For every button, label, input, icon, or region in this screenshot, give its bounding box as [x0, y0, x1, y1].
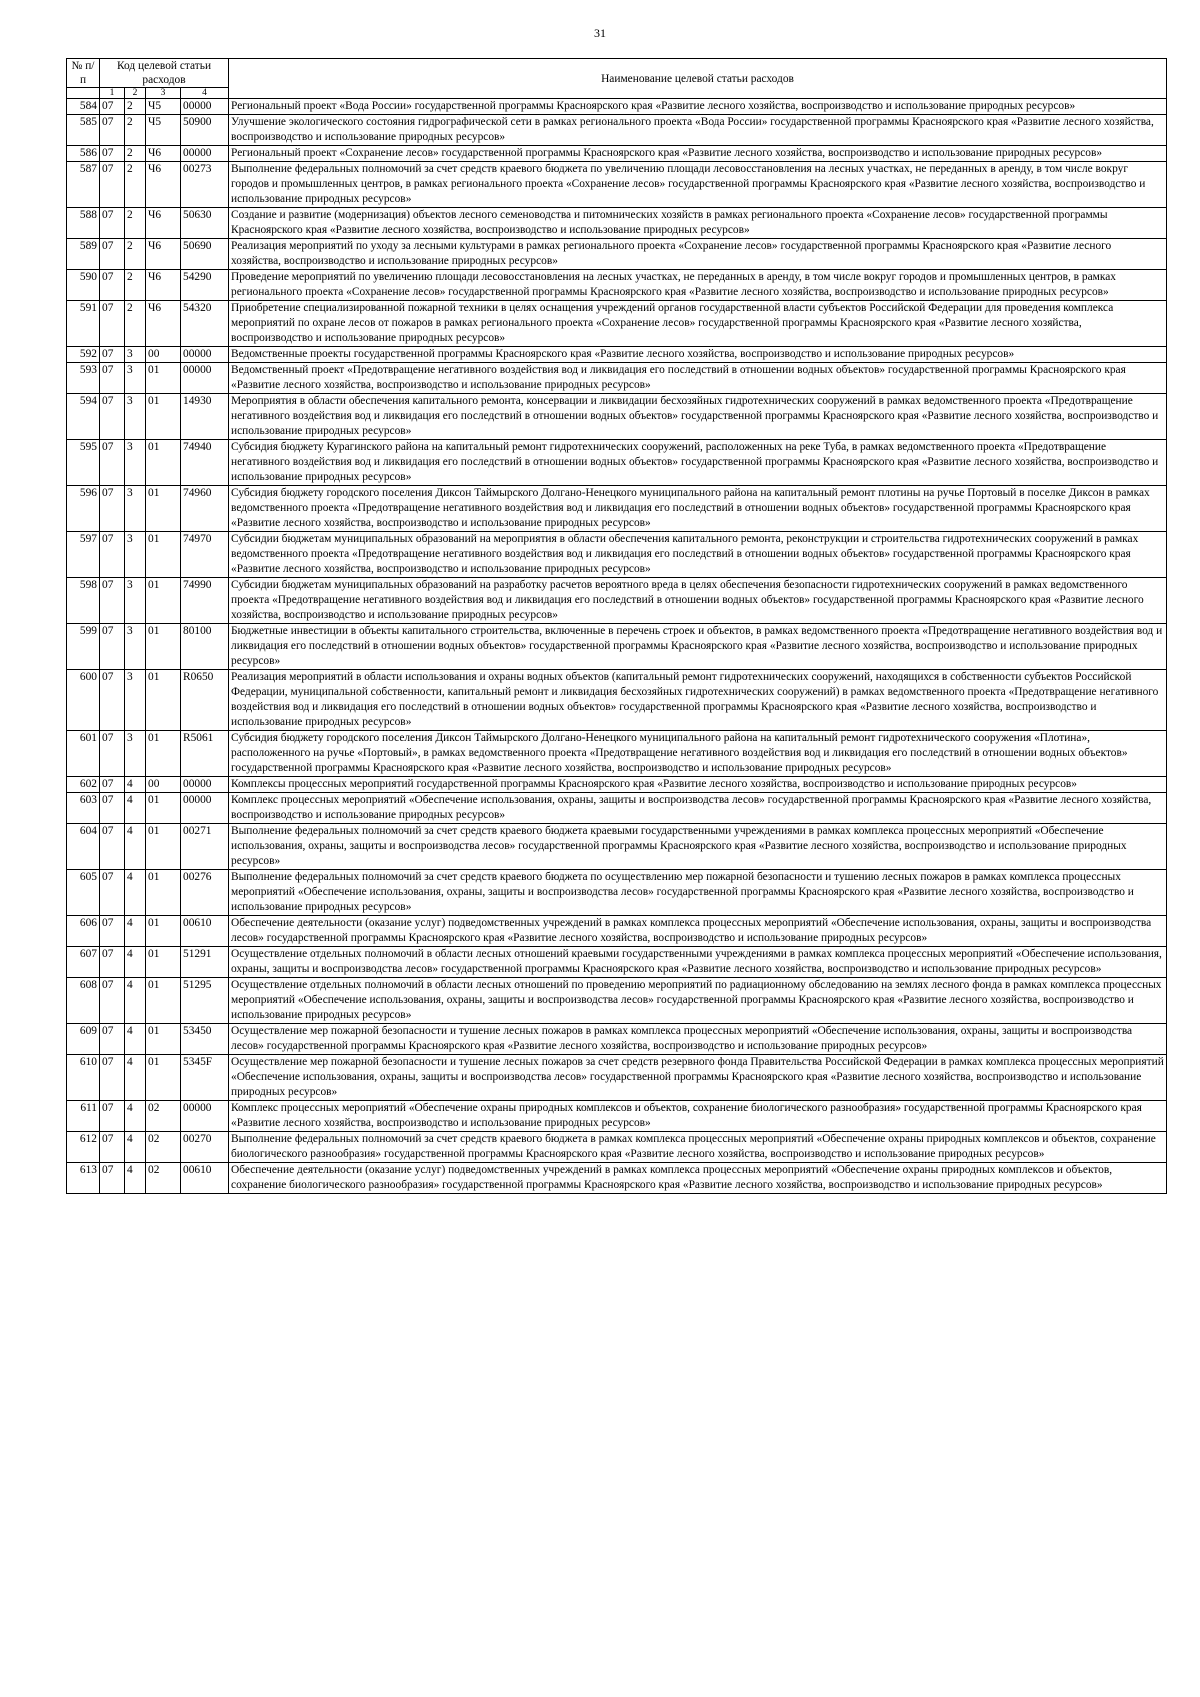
code-part-1: 07 [100, 532, 125, 578]
code-part-2: 3 [125, 347, 146, 363]
table-row [67, 363, 1167, 394]
table-row [67, 870, 1167, 916]
expenditure-name: Комплекс процессных мероприятий «Обеспечение охраны природных комплексов и объектов, сохранение биологического разнообразия» государственной программы Красноярского края «Развитие лесного хозяйства, воспроизводство и использование природных ресурсов» [229, 1101, 1167, 1132]
table-row [67, 947, 1167, 978]
row-number: 598 [67, 578, 100, 624]
code-part-3: 01 [146, 824, 181, 870]
expenditure-name: Реализация мероприятий по уходу за лесными культурами в рамках регионального проекта «Сохранение лесов» государственной программы Красноярского края «Развитие лесного хозяйства, воспроизводство и использование природных ресурсов» [229, 239, 1167, 270]
row-number: 588 [67, 208, 100, 239]
expenditure-name: Комплекс процессных мероприятий «Обеспечение использования, охраны, защиты и воспроизводства лесов» государственной программы Красноярского края «Развитие лесного хозяйства, воспроизводство и использование природных ресурсов» [229, 793, 1167, 824]
expenditure-name: Приобретение специализированной пожарной техники в целях оснащения учреждений органов государственной власти субъектов Российской Федерации для проведения комплекса мероприятий по охране лесов от пожаров в рамках регионального проекта «Сохранение лесов» государственной программы Красноярского края «Развитие лесного хозяйства, воспроизводство и использование природных ресурсов» [229, 301, 1167, 347]
expenditure-name: Выполнение федеральных полномочий за счет средств краевого бюджета по осуществлению мер пожарной безопасности и тушению лесных пожаров в рамках комплекса процессных мероприятий «Обеспечение использования, охраны, защиты и воспроизводства лесов» государственной программы Красноярского края «Развитие лесного хозяйства, воспроизводство и использование природных ресурсов» [229, 870, 1167, 916]
expenditure-name: Обеспечение деятельности (оказание услуг) подведомственных учреждений в рамках комплекса процессных мероприятий «Обеспечение использования, охраны, защиты и воспроизводства лесов» государственной программы Красноярского края «Развитие лесного хозяйства, воспроизводство и использование природных ресурсов» [229, 916, 1167, 947]
expenditure-name: Выполнение федеральных полномочий за счет средств краевого бюджета по увеличению площади лесовосстановления на лесных участках, не переданных в аренду, в том числе вокруг городов и промышленных центров, в рамках регионального проекта «Сохранение лесов» государственной программы Красноярского края «Развитие лесного хозяйства, воспроизводство и использование природных ресурсов» [229, 162, 1167, 208]
code-part-2: 4 [125, 1132, 146, 1163]
expenditure-name: Комплексы процессных мероприятий государственной программы Красноярского края «Развитие лесного хозяйства, воспроизводство и использование природных ресурсов» [229, 777, 1167, 793]
code-part-1: 07 [100, 347, 125, 363]
code-part-2: 4 [125, 1101, 146, 1132]
code-part-1: 07 [100, 363, 125, 394]
code-part-3: 01 [146, 532, 181, 578]
table-body [67, 99, 1167, 1194]
code-part-3: 01 [146, 363, 181, 394]
expenditure-name: Осуществление мер пожарной безопасности и тушение лесных пожаров в рамках комплекса процессных мероприятий «Обеспечение использования, охраны, защиты и воспроизводства лесов» государственной программы Красноярского края «Развитие лесного хозяйства, воспроизводство и использование природных ресурсов» [229, 1024, 1167, 1055]
code-part-4: 74960 [181, 486, 229, 532]
header-index-2: 2 [125, 88, 146, 99]
code-part-2: 3 [125, 532, 146, 578]
code-part-2: 2 [125, 162, 146, 208]
code-part-4: 00000 [181, 347, 229, 363]
expenditure-name: Проведение мероприятий по увеличению площади лесовосстановления на лесных участках, не переданных в аренду, в том числе вокруг городов и промышленных центров, в рамках регионального проекта «Сохранение лесов» государственной программы Красноярского края «Развитие лесного хозяйства, воспроизводство и использование природных ресурсов» [229, 270, 1167, 301]
code-part-4: 00000 [181, 793, 229, 824]
expenditure-name: Субсидии бюджетам муниципальных образований на мероприятия в области обеспечения капитального ремонта, реконструкции и строительства гидротехнических сооружений в рамках ведомственного проекта «Предотвращение негативного воздействия вод и ликвидация его последствий в отношении водных объектов» государственной программы Красноярского края «Развитие лесного хозяйства, воспроизводство и использование природных ресурсов» [229, 532, 1167, 578]
row-number: 609 [67, 1024, 100, 1055]
expenditure-name: Осуществление мер пожарной безопасности и тушение лесных пожаров за счет средств резервного фонда Правительства Российской Федерации в рамках комплекса процессных мероприятий «Обеспечение использования, охраны, защиты и воспроизводства лесов» государственной программы Красноярского края «Развитие лесного хозяйства, воспроизводство и использование природных ресурсов» [229, 1055, 1167, 1101]
code-part-3: 00 [146, 347, 181, 363]
code-part-1: 07 [100, 624, 125, 670]
code-part-3: Ч6 [146, 270, 181, 301]
code-part-3: Ч5 [146, 99, 181, 115]
row-number: 587 [67, 162, 100, 208]
code-part-1: 07 [100, 870, 125, 916]
row-number: 605 [67, 870, 100, 916]
code-part-3: 01 [146, 578, 181, 624]
row-number: 586 [67, 146, 100, 162]
expenditure-name: Обеспечение деятельности (оказание услуг) подведомственных учреждений в рамках комплекса процессных мероприятий «Обеспечение охраны природных комплексов и объектов, сохранение биологического разнообразия» государственной программы Красноярского края «Развитие лесного хозяйства, воспроизводство и использование природных ресурсов» [229, 1163, 1167, 1194]
row-number: 612 [67, 1132, 100, 1163]
code-part-3: 01 [146, 978, 181, 1024]
code-part-4: 50630 [181, 208, 229, 239]
code-part-1: 07 [100, 578, 125, 624]
table-row [67, 1101, 1167, 1132]
code-part-4: 74940 [181, 440, 229, 486]
code-part-4: 54290 [181, 270, 229, 301]
code-part-1: 07 [100, 793, 125, 824]
row-number: 592 [67, 347, 100, 363]
code-part-1: 07 [100, 440, 125, 486]
code-part-2: 4 [125, 947, 146, 978]
table-row [67, 162, 1167, 208]
code-part-3: 01 [146, 731, 181, 777]
row-number: 584 [67, 99, 100, 115]
code-part-2: 3 [125, 486, 146, 532]
target-expenditure-table [66, 58, 1167, 1194]
code-part-3: 00 [146, 777, 181, 793]
table-row [67, 115, 1167, 146]
code-part-2: 4 [125, 870, 146, 916]
row-number: 589 [67, 239, 100, 270]
table-row [67, 624, 1167, 670]
code-part-2: 3 [125, 394, 146, 440]
code-part-4: 00270 [181, 1132, 229, 1163]
code-part-2: 2 [125, 239, 146, 270]
row-number: 593 [67, 363, 100, 394]
table-row [67, 301, 1167, 347]
code-part-4: 00610 [181, 1163, 229, 1194]
code-part-3: 01 [146, 670, 181, 731]
code-part-3: 01 [146, 394, 181, 440]
row-number: 600 [67, 670, 100, 731]
code-part-1: 07 [100, 146, 125, 162]
code-part-3: Ч5 [146, 115, 181, 146]
code-part-2: 4 [125, 1163, 146, 1194]
code-part-3: 02 [146, 1101, 181, 1132]
row-number: 596 [67, 486, 100, 532]
code-part-4: 74970 [181, 532, 229, 578]
code-part-1: 07 [100, 301, 125, 347]
expenditure-name: Субсидия бюджету городского поселения Диксон Таймырского Долгано-Ненецкого муниципального района на капитальный ремонт плотины на ручье Портовый в поселке Диксон в рамках ведомственного проекта «Предотвращение негативного воздействия вод и ликвидация его последствий в отношении водных объектов» государственной программы Красноярского края «Развитие лесного хозяйства, воспроизводство и использование природных ресурсов» [229, 486, 1167, 532]
code-part-3: 01 [146, 870, 181, 916]
code-part-1: 07 [100, 777, 125, 793]
table-row [67, 1163, 1167, 1194]
expenditure-name: Субсидия бюджету городского поселения Диксон Таймырского Долгано-Ненецкого муниципального района на капитальный ремонт гидротехнического сооружения «Плотина», расположенного на ручье «Портовый», в рамках ведомственного проекта «Предотвращение негативного воздействия вод и ликвидация его последствий в отношении водных объектов» государственной программы Красноярского края «Развитие лесного хозяйства, воспроизводство и использование природных ресурсов» [229, 731, 1167, 777]
code-part-2: 4 [125, 793, 146, 824]
table-row [67, 824, 1167, 870]
code-part-3: Ч6 [146, 208, 181, 239]
code-part-1: 07 [100, 239, 125, 270]
row-number: 610 [67, 1055, 100, 1101]
expenditure-name: Выполнение федеральных полномочий за счет средств краевого бюджета краевыми государственными учреждениями в рамках комплекса процессных мероприятий «Обеспечение использования, охраны, защиты и воспроизводства лесов» государственной программы Красноярского края «Развитие лесного хозяйства, воспроизводство и использование природных ресурсов» [229, 824, 1167, 870]
code-part-4: 50690 [181, 239, 229, 270]
table-row [67, 532, 1167, 578]
table-row [67, 208, 1167, 239]
header-name: Наименование целевой статьи расходов [229, 59, 1167, 99]
code-part-4: 00273 [181, 162, 229, 208]
code-part-1: 07 [100, 270, 125, 301]
row-number: 604 [67, 824, 100, 870]
code-part-2: 3 [125, 363, 146, 394]
expenditure-name: Региональный проект «Сохранение лесов» государственной программы Красноярского края «Развитие лесного хозяйства, воспроизводство и использование природных ресурсов» [229, 146, 1167, 162]
code-part-3: 02 [146, 1163, 181, 1194]
code-part-4: 00271 [181, 824, 229, 870]
code-part-1: 07 [100, 99, 125, 115]
code-part-4: 00276 [181, 870, 229, 916]
code-part-2: 3 [125, 624, 146, 670]
table-row [67, 270, 1167, 301]
code-part-2: 2 [125, 146, 146, 162]
code-part-1: 07 [100, 1101, 125, 1132]
code-part-1: 07 [100, 731, 125, 777]
code-part-2: 4 [125, 824, 146, 870]
expenditure-name: Мероприятия в области обеспечения капитального ремонта, консервации и ликвидации бесхозяйных гидротехнических сооружений в рамках ведомственного проекта «Предотвращение негативного воздействия вод и ликвидация его последствий в отношении водных объектов» государственной программы Красноярского края «Развитие лесного хозяйства, воспроизводство и использование природных ресурсов» [229, 394, 1167, 440]
code-part-1: 07 [100, 1055, 125, 1101]
code-part-2: 3 [125, 670, 146, 731]
row-number: 607 [67, 947, 100, 978]
row-number: 590 [67, 270, 100, 301]
code-part-1: 07 [100, 824, 125, 870]
table-row [67, 670, 1167, 731]
row-number: 599 [67, 624, 100, 670]
table-row [67, 978, 1167, 1024]
row-number: 611 [67, 1101, 100, 1132]
code-part-3: Ч6 [146, 162, 181, 208]
row-number: 594 [67, 394, 100, 440]
code-part-3: Ч6 [146, 301, 181, 347]
code-part-1: 07 [100, 1024, 125, 1055]
row-number: 606 [67, 916, 100, 947]
table-row [67, 793, 1167, 824]
code-part-2: 2 [125, 301, 146, 347]
code-part-4: R0650 [181, 670, 229, 731]
table-row [67, 1132, 1167, 1163]
table-row [67, 777, 1167, 793]
code-part-4: 51291 [181, 947, 229, 978]
code-part-1: 07 [100, 162, 125, 208]
expenditure-name: Выполнение федеральных полномочий за счет средств краевого бюджета в рамках комплекса процессных мероприятий «Обеспечение охраны природных комплексов и объектов, сохранение биологического разнообразия» государственной программы Красноярского края «Развитие лесного хозяйства, воспроизводство и использование природных ресурсов» [229, 1132, 1167, 1163]
table-row [67, 916, 1167, 947]
code-part-3: Ч6 [146, 239, 181, 270]
code-part-2: 2 [125, 99, 146, 115]
table-row [67, 440, 1167, 486]
code-part-4: 50900 [181, 115, 229, 146]
code-part-3: 02 [146, 1132, 181, 1163]
code-part-1: 07 [100, 1163, 125, 1194]
code-part-4: 74990 [181, 578, 229, 624]
code-part-2: 2 [125, 270, 146, 301]
code-part-2: 2 [125, 208, 146, 239]
row-number: 601 [67, 731, 100, 777]
row-number: 608 [67, 978, 100, 1024]
code-part-3: 01 [146, 440, 181, 486]
expenditure-name: Региональный проект «Вода России» государственной программы Красноярского края «Развитие лесного хозяйства, воспроизводство и использование природных ресурсов» [229, 99, 1167, 115]
table-row [67, 394, 1167, 440]
code-part-2: 3 [125, 731, 146, 777]
table-row [67, 486, 1167, 532]
code-part-4: 00000 [181, 99, 229, 115]
code-part-3: Ч6 [146, 146, 181, 162]
table-row [67, 731, 1167, 777]
code-part-2: 4 [125, 777, 146, 793]
code-part-1: 07 [100, 486, 125, 532]
code-part-4: 5345F [181, 1055, 229, 1101]
expenditure-name: Улучшение экологического состояния гидрографической сети в рамках регионального проекта «Вода России» государственной программы Красноярского края «Развитие лесного хозяйства, воспроизводство и использование природных ресурсов» [229, 115, 1167, 146]
code-part-4: 54320 [181, 301, 229, 347]
table-row [67, 239, 1167, 270]
code-part-1: 07 [100, 394, 125, 440]
expenditure-name: Осуществление отдельных полномочий в области лесных отношений по проведению мероприятий по радиационному обследованию на землях лесного фонда в рамках комплекса процессных мероприятий «Обеспечение использования, охраны, защиты и воспроизводства лесов» государственной программы Красноярского края «Развитие лесного хозяйства, воспроизводство и использование природных ресурсов» [229, 978, 1167, 1024]
row-number: 603 [67, 793, 100, 824]
header-index-3: 3 [146, 88, 181, 99]
code-part-3: 01 [146, 947, 181, 978]
header-number: № п/п [67, 59, 100, 88]
code-part-2: 4 [125, 978, 146, 1024]
code-part-1: 07 [100, 916, 125, 947]
code-part-3: 01 [146, 486, 181, 532]
code-part-2: 3 [125, 578, 146, 624]
table-row [67, 347, 1167, 363]
expenditure-name: Субсидии бюджетам муниципальных образований на разработку расчетов вероятного вреда в целях обеспечения безопасности гидротехнических сооружений в рамках ведомственного проекта «Предотвращение негативного воздействия вод и ликвидация его последствий в отношении водных объектов» государственной программы Красноярского края «Развитие лесного хозяйства, воспроизводство и использование природных ресурсов» [229, 578, 1167, 624]
page-number: 31 [594, 26, 606, 40]
expenditure-name: Создание и развитие (модернизация) объектов лесного семеноводства и питомнических хозяйств в рамках регионального проекта «Сохранение лесов» государственной программы Красноярского края «Развитие лесного хозяйства, воспроизводство и использование природных ресурсов» [229, 208, 1167, 239]
code-part-1: 07 [100, 208, 125, 239]
code-part-4: 00000 [181, 363, 229, 394]
row-number: 602 [67, 777, 100, 793]
code-part-1: 07 [100, 115, 125, 146]
code-part-4: 14930 [181, 394, 229, 440]
row-number: 597 [67, 532, 100, 578]
code-part-2: 4 [125, 916, 146, 947]
code-part-2: 2 [125, 115, 146, 146]
code-part-1: 07 [100, 978, 125, 1024]
code-part-1: 07 [100, 1132, 125, 1163]
code-part-4: 00000 [181, 1101, 229, 1132]
header-index-1: 1 [100, 88, 125, 99]
header-empty-cell [67, 88, 100, 99]
code-part-3: 01 [146, 1024, 181, 1055]
table-row [67, 99, 1167, 115]
code-part-4: 00000 [181, 146, 229, 162]
code-part-3: 01 [146, 793, 181, 824]
row-number: 595 [67, 440, 100, 486]
code-part-2: 3 [125, 440, 146, 486]
code-part-2: 4 [125, 1055, 146, 1101]
row-number: 591 [67, 301, 100, 347]
code-part-4: R5061 [181, 731, 229, 777]
expenditure-name: Ведомственный проект «Предотвращение негативного воздействия вод и ликвидация его последствий в отношении водных объектов» государственной программы Красноярского края «Развитие лесного хозяйства, воспроизводство и использование природных ресурсов» [229, 363, 1167, 394]
code-part-3: 01 [146, 624, 181, 670]
expenditure-name: Бюджетные инвестиции в объекты капитального строительства, включенные в перечень строек и объектов, в рамках ведомственного проекта «Предотвращение негативного воздействия вод и ликвидация его последствий в отношении водных объектов» государственной программы Красноярского края «Развитие лесного хозяйства, воспроизводство и использование природных ресурсов» [229, 624, 1167, 670]
table-row [67, 1055, 1167, 1101]
table-row [67, 578, 1167, 624]
code-part-3: 01 [146, 916, 181, 947]
row-number: 613 [67, 1163, 100, 1194]
code-part-4: 80100 [181, 624, 229, 670]
table-row [67, 1024, 1167, 1055]
expenditure-name: Ведомственные проекты государственной программы Красноярского края «Развитие лесного хозяйства, воспроизводство и использование природных ресурсов» [229, 347, 1167, 363]
expenditure-name: Реализация мероприятий в области использования и охраны водных объектов (капитальный ремонт гидротехнических сооружений, находящихся в собственности субъектов Российской Федерации, муниципальной собственности, капитальный ремонт и ликвидация бесхозяйных гидротехнических сооружений) в рамках ведомственного проекта «Предотвращение негативного воздействия вод и ликвидация его последствий в отношении водных объектов» государственной программы Красноярского края «Развитие лесного хозяйства, воспроизводство и использование природных ресурсов» [229, 670, 1167, 731]
code-part-4: 00000 [181, 777, 229, 793]
code-part-4: 00610 [181, 916, 229, 947]
header-code: Код целевой статьи расходов [100, 59, 229, 88]
header-index-4: 4 [181, 88, 229, 99]
expenditure-name: Субсидия бюджету Курагинского района на капитальный ремонт гидротехнических сооружений, расположенных на реке Туба, в рамках ведомственного проекта «Предотвращение негативного воздействия вод и ликвидация его последствий в отношении водных объектов» государственной программы Красноярского края «Развитие лесного хозяйства, воспроизводство и использование природных ресурсов» [229, 440, 1167, 486]
row-number: 585 [67, 115, 100, 146]
expenditure-name: Осуществление отдельных полномочий в области лесных отношений краевыми государственными учреждениями в рамках комплекса процессных мероприятий «Обеспечение использования, охраны, защиты и воспроизводства лесов» государственной программы Красноярского края «Развитие лесного хозяйства, воспроизводство и использование природных ресурсов» [229, 947, 1167, 978]
code-part-1: 07 [100, 947, 125, 978]
code-part-4: 51295 [181, 978, 229, 1024]
code-part-2: 4 [125, 1024, 146, 1055]
table-row [67, 146, 1167, 162]
code-part-3: 01 [146, 1055, 181, 1101]
code-part-4: 53450 [181, 1024, 229, 1055]
code-part-1: 07 [100, 670, 125, 731]
